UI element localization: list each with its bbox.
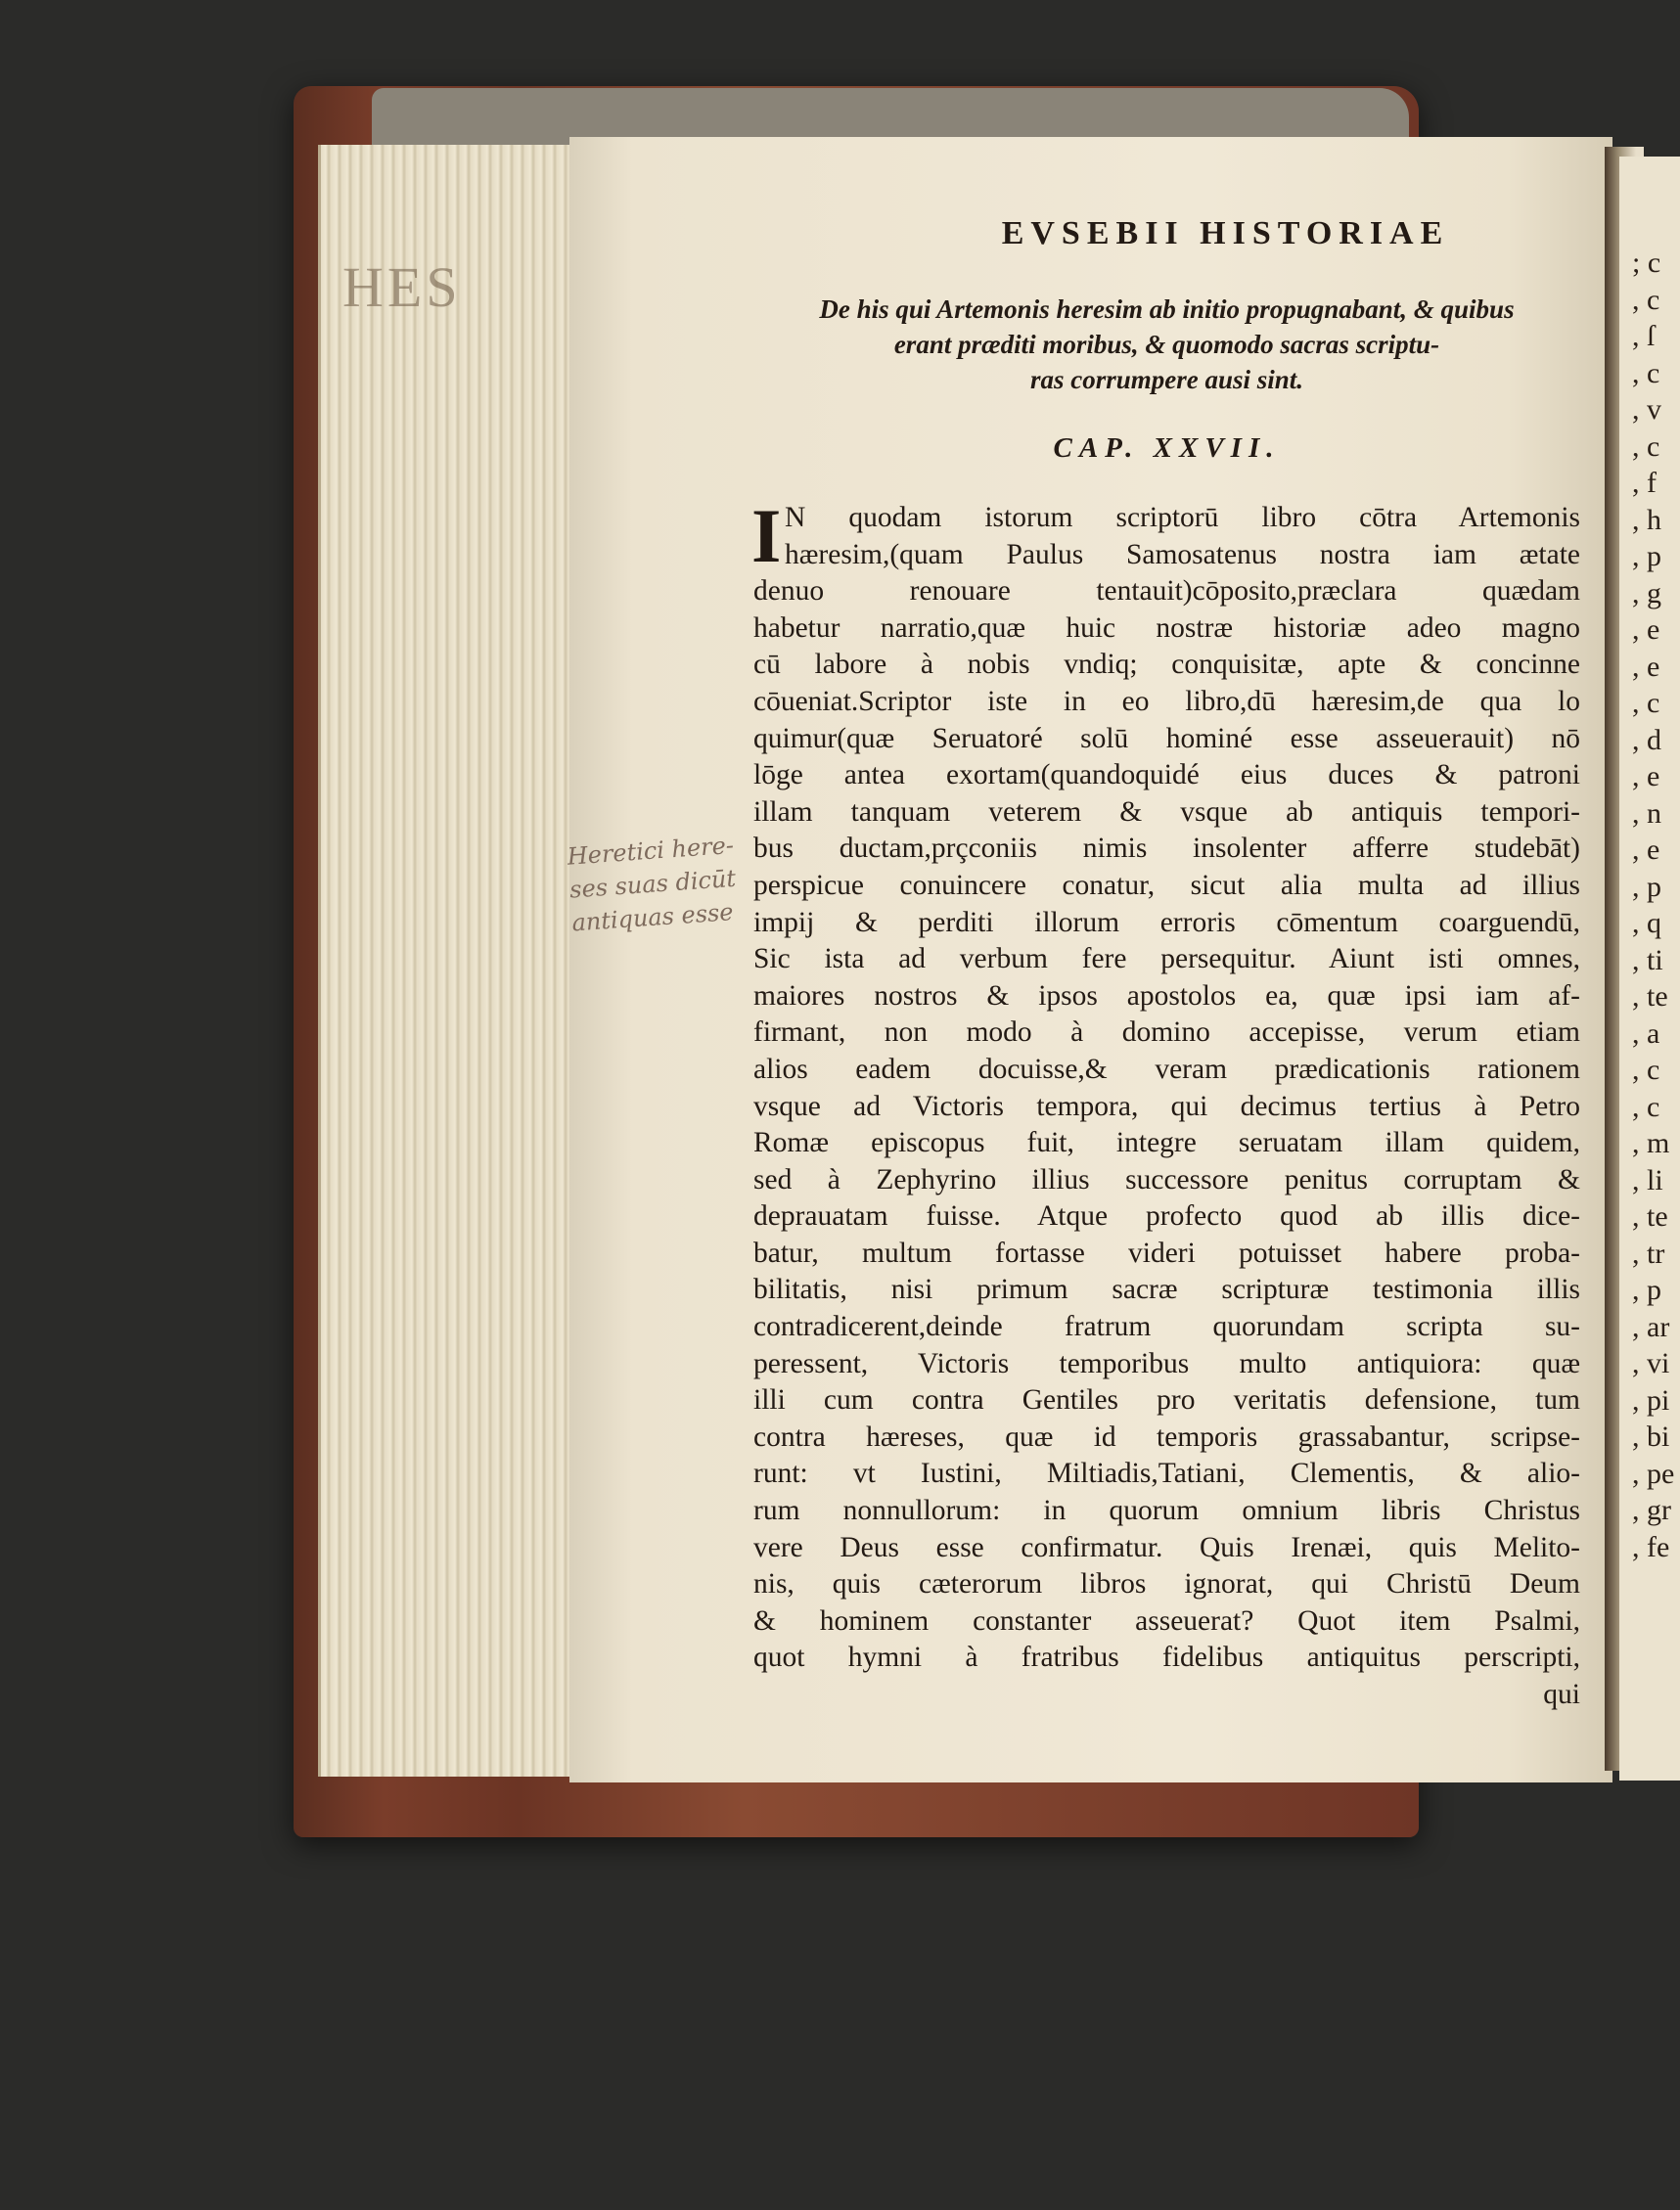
- text-line: batur, multum fortasse videri potuisset habere proba-: [753, 1237, 1580, 1269]
- text-line: alios eadem docuisse,& veram prædicationis rationem: [753, 1053, 1580, 1085]
- text-line: quimur(quæ Seruatoré solū hominé esse asseuerauit) nō: [753, 722, 1580, 754]
- drop-cap: I: [751, 493, 782, 578]
- text-line: denuo renouare tentauit)cōposito,præclara quædam: [753, 575, 1580, 608]
- running-head: EVSEBII HISTORIAE: [1001, 215, 1450, 251]
- text-line: perspicue conuincere conatur, sicut alia multa ad illius: [753, 869, 1580, 901]
- text-line: peressent, Victoris temporibus multo antiquiora: quæ: [753, 1347, 1580, 1379]
- text-line: contra hæreses, quæ id temporis grassabantur, scripse-: [753, 1421, 1580, 1453]
- text-line: runt: vt Iustini, Miltiadis,Tatiani, Clementis, & alio-: [753, 1458, 1580, 1490]
- text-line: Romæ episcopus fuit, integre seruatam illam quidem,: [753, 1127, 1580, 1159]
- chapter-title: [753, 292, 1580, 397]
- text-line: bus ductam,prçconiis nimis insolenter afferre studebāt): [753, 833, 1580, 865]
- text-line: cōueniat.Scriptor iste in eo libro,dū hæresim,de qua lo: [753, 685, 1580, 717]
- adjacent-page-fragments: ; c , c , ſ , c , v , c , f , h , p , g , e , e , c , d , e , n , e , p , q , ti , te , a , c , c , m , li , te , tr , p , ar , vi , pi , bi , pe , gr , fe: [1632, 247, 1675, 1563]
- chapter-title-line: De his qui Artemonis heresim ab initio propugnabant, & quibus: [819, 294, 1515, 324]
- catchword: qui: [1543, 1679, 1580, 1710]
- text-line: hæresim,(quam Paulus Samosatenus nostra iam ætate: [785, 538, 1580, 570]
- chapter-number: CAP. XXVII.: [1053, 432, 1281, 464]
- text-line: lōge antea exortam(quandoquidé eius duces & patroni: [753, 759, 1580, 791]
- text-line: vere Deus esse confirmatur. Quis Irenæi, quis Melito-: [753, 1531, 1580, 1563]
- text-line: N quodam istorum scriptorū libro cōtra Artemonis: [785, 502, 1580, 533]
- chapter-title-line: erant præditi moribus, & quomodo sacras scriptu-: [893, 330, 1440, 359]
- text-line: nis, quis cæterorum libros ignorat, qui Christū Deum: [753, 1568, 1580, 1601]
- text-line: sed à Zephyrino illius successore penitus corruptam &: [753, 1163, 1580, 1195]
- text-line: Sic ista ad verbum fere persequitur. Aiunt isti omnes,: [753, 943, 1580, 975]
- text-line: & hominem constanter asseuerat? Quot item Psalmi,: [753, 1604, 1580, 1637]
- text-line: bilitatis, nisi primum sacræ scripturæ testimonia illis: [753, 1274, 1580, 1306]
- marginal-note: [567, 827, 759, 939]
- text-line: illi cum contra Gentiles pro veritatis defensione, tum: [753, 1384, 1580, 1417]
- text-line: firmant, non modo à domino accepisse, verum etiam: [753, 1016, 1580, 1049]
- page-content: [753, 215, 1580, 1714]
- text-line: cū labore à nobis vndiq; conquisitæ, apte & concinne: [753, 649, 1580, 681]
- chapter-title-line: ras corrumpere ausi sint.: [1029, 365, 1304, 394]
- text-line: maiores nostros & ipsos apostolos ea, quæ ipsi iam af-: [753, 979, 1580, 1012]
- page-block-edge: [318, 145, 575, 1777]
- text-line: illam tanquam veterem & vsque ab antiquis tempori-: [753, 795, 1580, 828]
- body-text: [751, 493, 1580, 1714]
- text-line: habetur narratio,quæ huic nostræ historiæ adeo magno: [753, 611, 1580, 644]
- spine-label: HES: [342, 255, 462, 319]
- text-line: deprauatam fuisse. Atque profecto quod ab illis dice-: [753, 1200, 1580, 1233]
- text-line: contradicerent,deinde fratrum quorundam scripta su-: [753, 1311, 1580, 1343]
- marginal-note-line: Heretici here-: [566, 831, 735, 871]
- text-line: impij & perditi illorum erroris cōmentum coarguendū,: [753, 906, 1580, 938]
- text-line: rum nonnullorum: in quorum omnium libris Christus: [753, 1495, 1580, 1527]
- body-lines: [751, 493, 1580, 1677]
- marginal-note-line: ses suas dicūt: [568, 864, 737, 904]
- text-line: vsque ad Victoris tempora, qui decimus tertius à Petro: [753, 1090, 1580, 1122]
- text-line: quot hymni à fratribus fidelibus antiquitus perscripti,: [753, 1642, 1580, 1674]
- marginal-note-line: antiquas esse: [570, 898, 735, 937]
